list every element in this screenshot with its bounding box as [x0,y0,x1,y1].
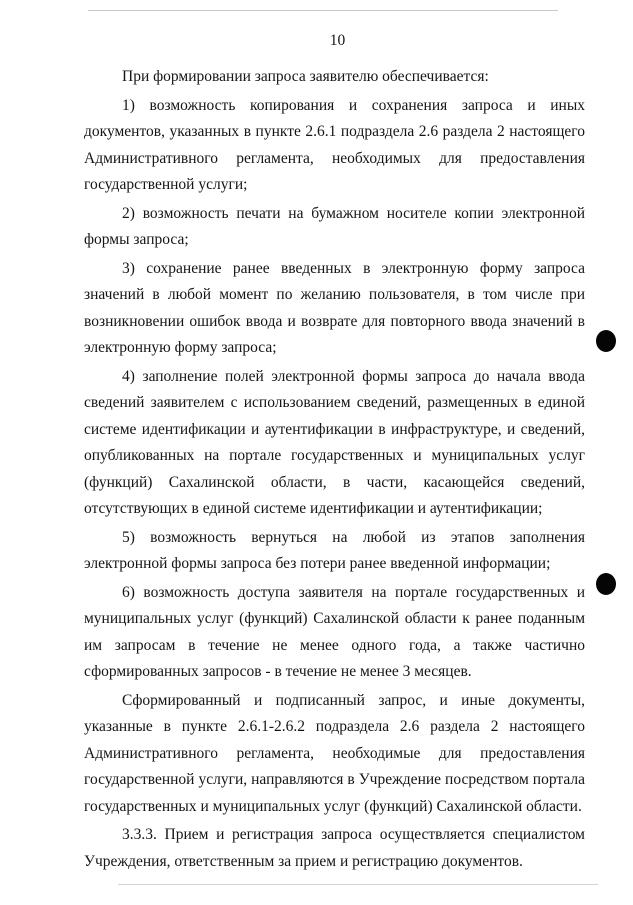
document-body [84,64,585,877]
paragraph-item-6: 6) возможность доступа заявителя на портале государственных и муниципальных услуг (функций) Сахалинской области к ранее поданным им запросам в течение не менее одного года, а также частично сформированных запросов - в течение не менее 3 месяцев. [84,583,585,680]
top-scan-edge [88,10,558,11]
page-number: 10 [329,32,346,49]
paragraph-3-3-3: 3.3.3. Прием и регистрация запроса осуществляется специалистом Учреждения, ответственным за прием и регистрацию документов. [84,826,585,870]
paragraph-item-3: 3) сохранение ранее введенных в электронную форму запроса значений в любой момент по желанию пользователя, в том числе при возникновении ошибок ввода и возврате для повторного ввода значений в электронную форму запроса; [84,259,585,356]
paragraph-item-4: 4) заполнение полей электронной формы запроса до начала ввода сведений заявителем с использованием сведений, размещенных в единой системе идентификации и аутентификации в инфраструктуре, и сведений, опубликованных на портале государственных и муниципальных услуг (функций) Сахалинской области, в части, касающейся сведений, отсутствующих в единой системе идентификации и аутентификации; [84,367,585,517]
paragraph-intro: При формировании запроса заявителю обеспечивается: [122,68,489,85]
paragraph-item-1: 1) возможность копирования и сохранения запроса и иных документов, указанных в пункте 2.6.1 подраздела 2.6 раздела 2 настоящего Административного регламента, необходимых для предоставления государственной услуги; [84,96,585,193]
paragraph-item-5: 5) возможность вернуться на любой из этапов заполнения электронной формы запроса без потери ранее введенной информации; [84,528,585,572]
punch-hole-mark [596,573,616,595]
paragraph-item-2: 2) возможность печати на бумажном носителе копии электронной формы запроса; [84,204,585,248]
paragraph-submission: Сформированный и подписанный запрос, и иные документы, указанные в пункте 2.6.1-2.6.2 подраздела 2.6 раздела 2 настоящего Административного регламента, необходимые для предоставления государственной услуги, направляются в Учреждение посредством портала государственных и муниципальных услуг (функций) Сахалинской области. [84,691,585,815]
bottom-scan-edge [118,884,598,885]
punch-hole-mark [596,330,616,352]
